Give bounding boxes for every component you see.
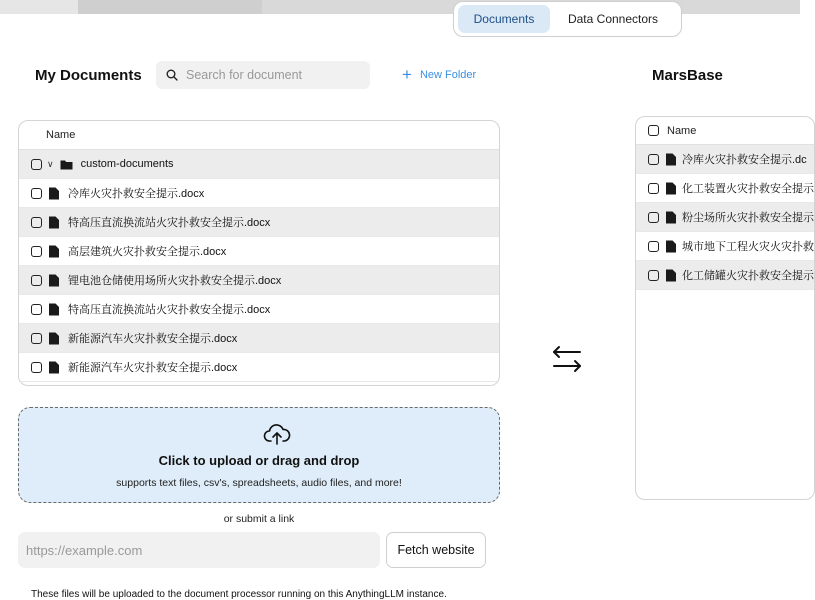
swap-arrows-icon[interactable] [551,344,583,374]
file-row[interactable] [19,353,499,382]
search-icon [166,69,178,81]
upload-dropzone[interactable] [18,407,500,503]
file-name: 冷库火灾扑救安全提示.docx [68,188,205,200]
workspace-file-row[interactable] [636,203,814,232]
cloud-upload-icon [263,423,291,447]
file-icon [48,216,60,229]
file-name: 锂电池仓储使用场所火灾扑救安全提示.docx [68,275,282,287]
file-name: 高层建筑火灾扑救安全提示.docx [68,246,227,258]
row-checkbox[interactable] [648,154,659,165]
folder-name: custom-documents [80,158,174,170]
file-name: 冷库火灾扑救安全提示.dc [682,154,807,166]
folder-icon [60,159,73,170]
file-name: 新能源汽车火灾扑救安全提示.docx [68,333,238,345]
workspace-file-row[interactable] [636,174,814,203]
column-header [636,117,814,145]
file-name: 粉尘场所火灾扑救安全提示 [682,212,814,224]
row-checkbox[interactable] [31,217,42,228]
search-input[interactable] [186,68,356,82]
file-row[interactable] [19,295,499,324]
row-checkbox[interactable] [31,275,42,286]
row-checkbox[interactable] [648,183,659,194]
file-icon [665,153,677,166]
new-folder-button[interactable] [402,66,476,83]
row-checkbox[interactable] [31,188,42,199]
workspace-title: MarsBase [652,67,723,84]
select-all-checkbox[interactable] [648,125,659,136]
file-row[interactable] [19,266,499,295]
plus-icon: + [402,65,412,84]
workspace-file-row[interactable] [636,261,814,290]
row-checkbox[interactable] [31,304,42,315]
file-name: 城市地下工程火灾火灾扑救 [682,241,814,253]
file-icon [665,182,677,195]
workspace-file-row[interactable] [636,145,814,174]
file-icon [665,269,677,282]
row-checkbox[interactable] [648,212,659,223]
file-name: 特高压直流换流站火灾扑救安全提示.docx [68,217,271,229]
row-checkbox[interactable] [648,241,659,252]
fetch-website-button[interactable]: Fetch website [386,532,486,568]
column-header-name: Name [667,124,697,137]
file-row[interactable] [19,208,499,237]
upload-subtitle: supports text files, csv's, spreadsheets, audio files, and more! [116,477,402,489]
my-documents-list [18,120,500,386]
file-row[interactable] [19,179,499,208]
chevron-down-icon[interactable]: ∨ [47,158,54,169]
row-checkbox[interactable] [31,159,42,170]
link-url-input[interactable] [26,543,366,558]
tab-data-connectors[interactable]: Data Connectors [567,12,659,26]
file-icon [48,187,60,200]
file-icon [48,303,60,316]
file-icon [48,361,60,374]
background-strip-segment [78,0,262,14]
upload-title: Click to upload or drag and drop [158,453,360,468]
file-icon [48,274,60,287]
background-strip-segment [0,0,78,14]
folder-row[interactable] [19,150,499,179]
file-name: 化工储罐火灾扑救安全提示 [682,270,814,282]
my-documents-title: My Documents [35,67,142,84]
file-icon [48,245,60,258]
workspace-documents-list [635,116,815,500]
file-row[interactable] [19,237,499,266]
link-url-field[interactable] [18,532,380,568]
row-checkbox[interactable] [31,246,42,257]
file-name: 新能源汽车火灾扑救安全提示.docx [68,362,238,374]
workspace-file-row[interactable] [636,232,814,261]
file-icon [665,240,677,253]
column-header [19,121,499,150]
tab-bar [453,1,682,37]
file-name: 化工装置火灾扑救安全提示 [682,183,814,195]
row-checkbox[interactable] [648,270,659,281]
or-submit-link-label: or submit a link [223,513,295,525]
file-row[interactable] [19,324,499,353]
upload-footnote: These files will be uploaded to the document processor running on this AnythingLLM instance. [31,589,447,600]
row-checkbox[interactable] [31,333,42,344]
file-icon [48,332,60,345]
new-folder-label: New Folder [419,68,477,81]
column-header-name: Name [46,129,76,141]
file-icon [665,211,677,224]
tab-documents[interactable]: Documents [458,5,550,33]
row-checkbox[interactable] [31,362,42,373]
file-name: 特高压直流换流站火灾扑救安全提示.docx [68,304,271,316]
document-search[interactable] [156,61,370,89]
